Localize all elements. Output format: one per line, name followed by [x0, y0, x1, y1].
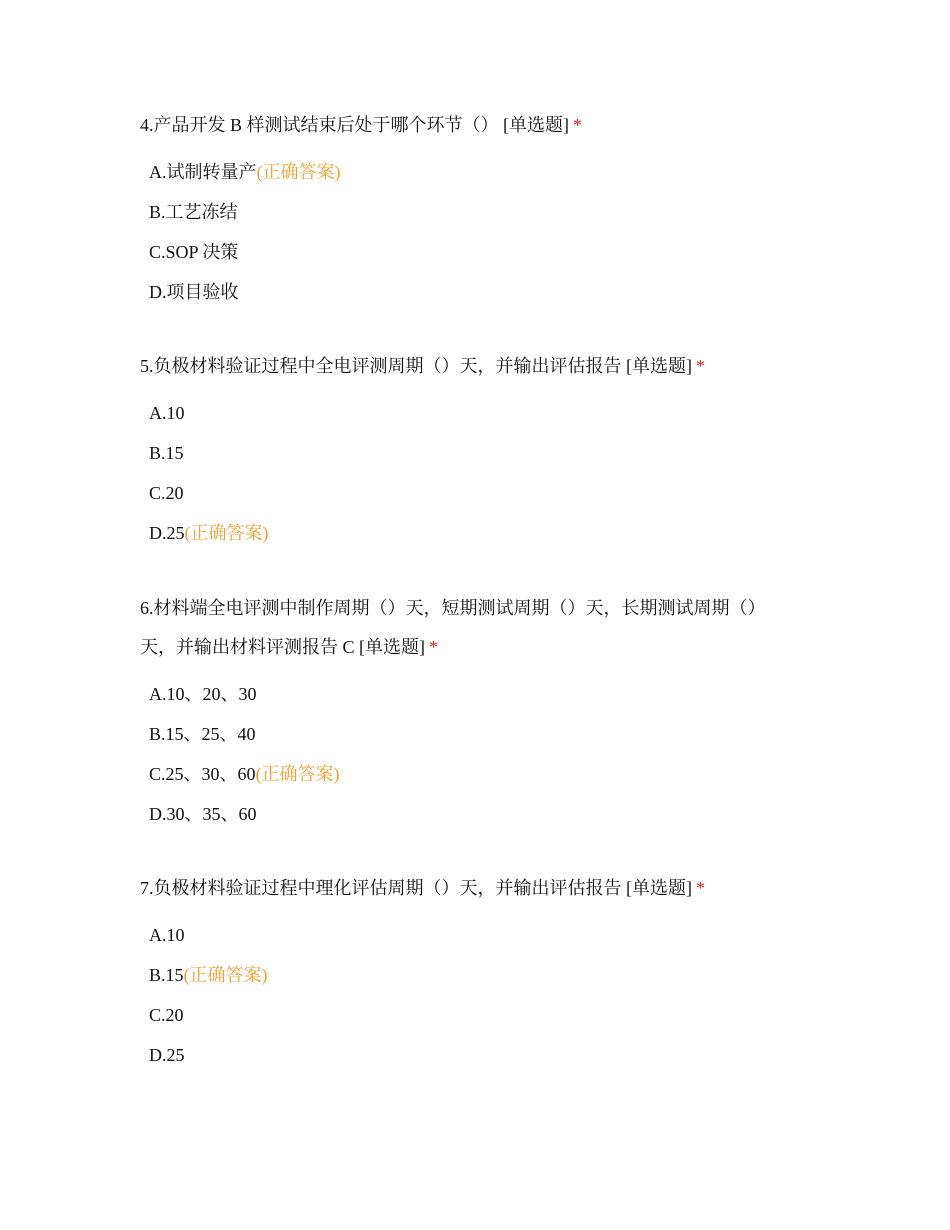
option-b	[140, 433, 800, 473]
option-a	[140, 152, 800, 192]
option-d	[140, 794, 800, 834]
option-text: C.SOP 决策	[149, 242, 239, 262]
option-a	[140, 915, 800, 955]
option-c	[140, 995, 800, 1035]
question-title	[140, 347, 800, 386]
option-list	[140, 393, 800, 553]
question-text: 4.产品开发 B 样测试结束后处于哪个环节（） [单选题]	[140, 115, 569, 135]
option-d	[140, 513, 800, 553]
option-list	[140, 674, 800, 834]
option-text: B.15、25、40	[149, 724, 256, 744]
option-text: D.25	[149, 1045, 185, 1065]
option-text: A.10	[149, 925, 185, 945]
option-b	[140, 714, 800, 754]
correct-answer-mark: (正确答案)	[256, 162, 341, 182]
question-5	[140, 347, 800, 553]
option-text: D.30、35、60	[149, 804, 257, 824]
required-mark: *	[429, 637, 438, 657]
question-title	[140, 106, 800, 145]
question-7	[140, 869, 800, 1075]
option-text: C.20	[149, 483, 184, 503]
option-c	[140, 473, 800, 513]
option-text: C.25、30、60	[149, 764, 256, 784]
correct-answer-mark: (正确答案)	[255, 764, 340, 784]
question-text: 7.负极材料验证过程中理化评估周期（）天，并输出评估报告 [单选题]	[140, 878, 692, 898]
question-title	[140, 589, 800, 667]
question-6	[140, 589, 800, 834]
question-text: 6.材料端全电评测中制作周期（）天，短期测试周期（）天，长期测试周期（）天，并输出材料评测报告 C [单选题]	[140, 598, 766, 657]
option-b	[140, 192, 800, 232]
option-text: B.15	[149, 443, 184, 463]
required-mark: *	[573, 115, 582, 135]
option-a	[140, 674, 800, 714]
option-text: D.项目验收	[149, 282, 239, 302]
option-a	[140, 393, 800, 433]
option-list	[140, 915, 800, 1075]
option-b	[140, 955, 800, 995]
correct-answer-mark: (正确答案)	[183, 965, 268, 985]
question-4	[140, 106, 800, 312]
option-text: A.10	[149, 403, 185, 423]
option-text: D.25	[149, 523, 185, 543]
question-title	[140, 869, 800, 908]
option-d	[140, 272, 800, 312]
option-c	[140, 232, 800, 272]
option-d	[140, 1035, 800, 1075]
required-mark: *	[696, 878, 705, 898]
option-text: B.工艺冻结	[149, 202, 238, 222]
correct-answer-mark: (正确答案)	[184, 523, 269, 543]
option-text: A.试制转量产	[149, 162, 257, 182]
option-list	[140, 152, 800, 312]
option-text: B.15	[149, 965, 184, 985]
option-c	[140, 754, 800, 794]
option-text: C.20	[149, 1005, 184, 1025]
question-text: 5.负极材料验证过程中全电评测周期（）天，并输出评估报告 [单选题]	[140, 356, 692, 376]
required-mark: *	[696, 356, 705, 376]
option-text: A.10、20、30	[149, 684, 257, 704]
